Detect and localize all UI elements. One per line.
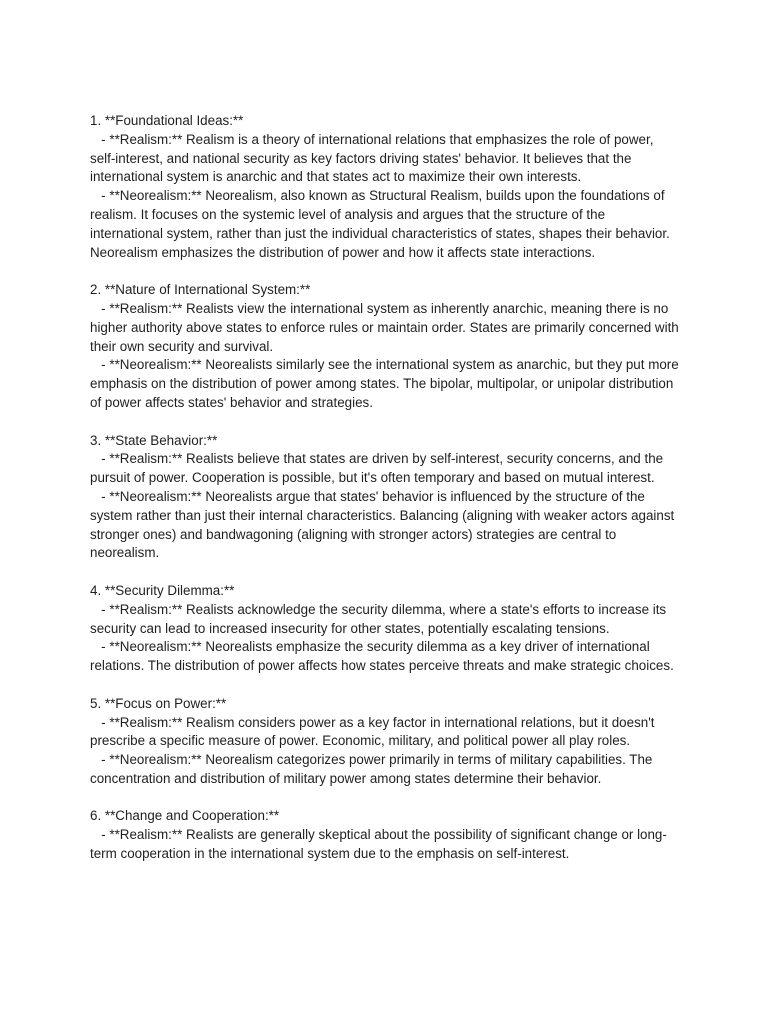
section-focus-on-power xyxy=(90,695,680,789)
section-foundational-ideas xyxy=(90,112,680,262)
section-state-behavior xyxy=(90,432,680,564)
neorealism-paragraph: - **Neorealism:** Neorealism, also known as Structural Realism, builds upon the foundations of realism. It focuses on the systemic level of analysis and argues that the structure of the international system, rather than just the individual characteristics of states, shapes their behavior. Neorealism emphasizes the distribution of power and how it affects state interactions. xyxy=(90,188,674,260)
section-heading: 3. **State Behavior:** xyxy=(90,432,218,448)
neorealism-paragraph: - **Neorealism:** Neorealism categorizes power primarily in terms of military capabilities. The concentration and distribution of military power among states determine their behavior. xyxy=(90,752,657,786)
realism-paragraph: - **Realism:** Realism considers power as a key factor in international relations, but it doesn't prescribe a specific measure of power. Economic, military, and political power all play roles. xyxy=(90,714,659,749)
document-body xyxy=(90,112,683,883)
neorealism-paragraph: - **Neorealism:** Neorealists emphasize the security dilemma as a key driver of international relations. The distribution of power affects how states perceive threats and make strategic choices. xyxy=(90,639,674,674)
section-heading: 5. **Focus on Power:** xyxy=(90,695,227,711)
section-heading: 1. **Foundational Ideas:** xyxy=(90,113,244,128)
realism-paragraph: - **Realism:** Realists are generally skeptical about the possibility of significant change or long-term cooperation in the international system due to the emphasis on self-interest. xyxy=(90,827,667,862)
realism-paragraph: - **Realism:** Realists acknowledge the security dilemma, where a state's efforts to increase its security can lead to increased insecurity for other states, potentially escalating tensions. xyxy=(90,601,670,636)
section-security-dilemma xyxy=(90,582,680,676)
neorealism-paragraph: - **Neorealism:** Neorealists similarly see the international system as anarchic, but they put more emphasis on the distribution of power among states. The bipolar, multipolar, or unipolar distribution of power affects states' behavior and strategies. xyxy=(90,357,683,410)
neorealism-paragraph: - **Neorealism:** Neorealists argue that states' behavior is influenced by the structure of the system rather than just their internal characteristics. Balancing (aligning with weaker actors against stronger ones) and bandwagoning (aligning with stronger actors) strategies are central to neorealism. xyxy=(90,488,678,561)
section-nature-of-international-system xyxy=(90,281,683,413)
realism-paragraph: - **Realism:** Realists view the international system as inherently anarchic, meaning there is no higher authority above states to enforce rules or maintain order. States are primarily concerned with their own security and survival. xyxy=(90,300,683,354)
section-heading: 2. **Nature of International System:** xyxy=(90,282,311,298)
realism-paragraph: - **Realism:** Realists believe that states are driven by self-interest, security concerns, and the pursuit of power. Cooperation is possible, but it's often temporary and based on mutual interest. xyxy=(90,451,667,486)
section-change-and-cooperation xyxy=(90,807,680,863)
section-heading: 6. **Change and Cooperation:** xyxy=(90,808,280,824)
realism-paragraph: - **Realism:** Realism is a theory of international relations that emphasizes the role of power, self-interest, and national security as key factors driving states' behavior. It believes that the international system is anarchic and that states act to maximize their own interests. xyxy=(90,131,658,185)
section-heading: 4. **Security Dilemma:** xyxy=(90,582,235,598)
